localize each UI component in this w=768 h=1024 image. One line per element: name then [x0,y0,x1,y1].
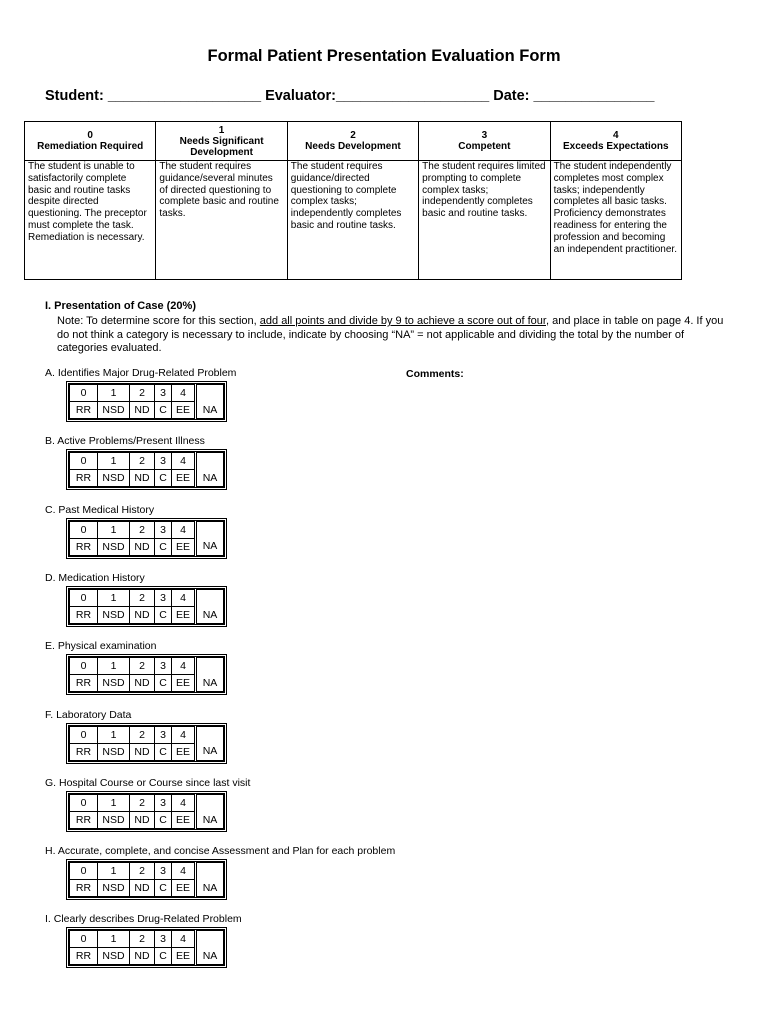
score-option-1[interactable]: 1 [98,726,130,743]
score-abbrev-ee[interactable]: EE [172,811,196,828]
score-abbrev-c[interactable]: C [155,948,172,965]
score-abbrev-c[interactable]: C [155,538,172,555]
rating-scale [66,859,227,900]
section-title: I. Presentation of Case (20%) [45,300,196,312]
rating-scale [66,586,227,627]
criterion-item [45,435,445,495]
rubric-description-3: The student requires limited prompting to complete complex tasks; independently completes basic and routine tasks. [419,161,550,280]
na-option-top[interactable] [196,658,224,675]
score-abbrev-nsd[interactable]: NSD [98,880,130,897]
score-abbrev-nd[interactable]: ND [130,675,155,692]
criterion-label: A. Identifies Major Drug-Related Problem [45,367,237,379]
criterion-label: B. Active Problems/Present Illness [45,435,205,448]
comments-label: Comments: [406,368,464,380]
score-abbrev-nsd[interactable]: NSD [98,402,130,419]
score-option-2[interactable]: 2 [130,863,155,880]
score-abbrev-rr[interactable]: RR [70,743,98,760]
score-option-4[interactable]: 4 [172,931,196,948]
score-abbrev-nd[interactable]: ND [130,811,155,828]
rubric-header-4: 4 Exceeds Expectations [550,122,681,161]
score-abbrev-c[interactable]: C [155,743,172,760]
rating-scale [66,381,227,422]
section-note: Note: To determine score for this section, add all points and divide by 9 to achieve a score out of four, and place in table on page 4. If you do not think a category is necessary to include, indicate by choosing “NA” = not applicable and dividing the total by the number of categories evaluated. [57,315,724,354]
score-abbrev-rr[interactable]: RR [70,880,98,897]
score-option-1[interactable]: 1 [98,658,130,675]
score-abbrev-ee[interactable]: EE [172,538,196,555]
score-option-3[interactable]: 3 [155,453,172,470]
score-option-1[interactable]: 1 [98,521,130,538]
score-abbrev-c[interactable]: C [155,880,172,897]
na-option[interactable]: NA [196,880,224,897]
criterion-item [45,640,445,700]
score-option-1[interactable]: 1 [98,589,130,606]
score-abbrev-nd[interactable]: ND [130,743,155,760]
criterion-label: G. Hospital Course or Course since last visit [45,776,251,789]
criterion-label: C. Past Medical History [45,503,155,516]
rubric-header-1: 1 Needs Significant Development [156,122,287,161]
score-option-0[interactable]: 0 [70,794,98,811]
na-option[interactable]: NA [196,948,224,965]
score-option-0[interactable]: 0 [70,931,98,948]
score-abbrev-rr[interactable]: RR [70,811,98,828]
score-option-4[interactable]: 4 [172,521,196,538]
score-option-3[interactable]: 3 [155,521,172,538]
rubric-description-4: The student independently completes most complex tasks; independently completes all basic tasks. Proficiency demonstrates readiness for entering the profession and becoming an independent practitioner. [550,161,681,280]
rubric-table [24,121,682,280]
criterion-label: D. Medication History [45,571,145,584]
criterion-item [45,504,445,564]
score-abbrev-rr[interactable]: RR [70,470,98,487]
criterion-item [45,709,445,769]
rating-scale [66,791,227,832]
score-abbrev-rr[interactable]: RR [70,606,98,623]
score-abbrev-rr[interactable]: RR [70,538,98,555]
score-abbrev-ee[interactable]: EE [172,402,196,419]
score-option-2[interactable]: 2 [130,931,155,948]
rubric-description-0: The student is unable to satisfactorily complete basic and routine tasks despite directed questioning. The preceptor must complete the task. Remediation is necessary. [25,161,156,280]
na-option-top[interactable] [196,726,224,743]
score-abbrev-rr[interactable]: RR [70,948,98,965]
rating-scale [66,449,227,490]
score-abbrev-nd[interactable]: ND [130,606,155,623]
score-abbrev-nsd[interactable]: NSD [98,470,130,487]
rating-scale [66,927,227,968]
na-option-top[interactable] [196,589,224,606]
score-abbrev-rr[interactable]: RR [70,402,98,419]
score-option-0[interactable]: 0 [70,453,98,470]
score-abbrev-ee[interactable]: EE [172,743,196,760]
score-abbrev-c[interactable]: C [155,675,172,692]
score-option-0[interactable]: 0 [70,863,98,880]
na-option[interactable]: NA [196,606,224,623]
score-option-3[interactable]: 3 [155,658,172,675]
score-abbrev-ee[interactable]: EE [172,606,196,623]
na-option-top[interactable] [196,931,224,948]
score-option-0[interactable]: 0 [70,589,98,606]
score-option-1[interactable]: 1 [98,453,130,470]
score-option-4[interactable]: 4 [172,658,196,675]
na-option[interactable]: NA [196,402,224,419]
score-abbrev-ee[interactable]: EE [172,470,196,487]
score-option-3[interactable]: 3 [155,589,172,606]
rating-scale [66,654,227,695]
score-option-3[interactable]: 3 [155,726,172,743]
criterion-label: E. Physical examination [45,640,157,653]
score-abbrev-nd[interactable]: ND [130,470,155,487]
na-option[interactable]: NA [196,675,224,692]
na-option-top[interactable] [196,794,224,811]
score-option-1[interactable]: 1 [98,931,130,948]
rating-scale [66,723,227,764]
score-option-2[interactable]: 2 [130,658,155,675]
score-abbrev-nd[interactable]: ND [130,538,155,555]
criterion-item [45,367,445,427]
score-option-2[interactable]: 2 [130,521,155,538]
criterion-item [45,913,445,973]
score-option-2[interactable]: 2 [130,453,155,470]
score-abbrev-nsd[interactable]: NSD [98,948,130,965]
na-option-top[interactable] [196,863,224,880]
score-option-2[interactable]: 2 [130,726,155,743]
score-abbrev-ee[interactable]: EE [172,880,196,897]
score-option-0[interactable]: 0 [70,658,98,675]
score-option-4[interactable]: 4 [172,863,196,880]
na-option-top[interactable] [196,521,224,538]
score-abbrev-c[interactable]: C [155,470,172,487]
score-abbrev-rr[interactable]: RR [70,675,98,692]
score-abbrev-nsd[interactable]: NSD [98,743,130,760]
score-option-3[interactable]: 3 [155,931,172,948]
score-abbrev-c[interactable]: C [155,811,172,828]
rating-scale [66,518,227,559]
score-option-1[interactable]: 1 [98,385,130,402]
rubric-header-3: 3 Competent [419,122,550,161]
score-option-2[interactable]: 2 [130,385,155,402]
score-option-0[interactable]: 0 [70,726,98,743]
score-option-3[interactable]: 3 [155,863,172,880]
na-option-top[interactable] [196,453,224,470]
score-option-1[interactable]: 1 [98,863,130,880]
score-option-2[interactable]: 2 [130,794,155,811]
score-option-0[interactable]: 0 [70,521,98,538]
criterion-label: F. Laboratory Data [45,708,132,721]
na-option[interactable]: NA [196,811,224,828]
rubric-header-0: 0 Remediation Required [25,122,156,161]
score-option-4[interactable]: 4 [172,453,196,470]
score-option-4[interactable]: 4 [172,794,196,811]
score-option-4[interactable]: 4 [172,726,196,743]
score-abbrev-nd[interactable]: ND [130,880,155,897]
score-option-0[interactable]: 0 [70,385,98,402]
score-abbrev-c[interactable]: C [155,402,172,419]
score-abbrev-nsd[interactable]: NSD [98,606,130,623]
rubric-description-2: The student requires guidance/directed questioning to complete complex tasks; independently completes basic and routine tasks. [287,161,418,280]
student-evaluator-date-line[interactable]: Student: ___________________ Evaluator:___________________ Date: _______________ [45,88,655,104]
score-option-2[interactable]: 2 [130,589,155,606]
criterion-item [45,777,445,837]
na-option[interactable]: NA [196,743,224,760]
score-abbrev-nsd[interactable]: NSD [98,811,130,828]
score-option-4[interactable]: 4 [172,385,196,402]
score-abbrev-nsd[interactable]: NSD [98,675,130,692]
score-option-1[interactable]: 1 [98,794,130,811]
score-abbrev-nd[interactable]: ND [130,948,155,965]
criterion-item [45,845,445,905]
na-option[interactable]: NA [196,538,224,555]
score-abbrev-c[interactable]: C [155,606,172,623]
criterion-label: I. Clearly describes Drug-Related Problem [45,913,242,926]
criterion-label: H. Accurate, complete, and concise Assessment and Plan for each problem [45,845,396,858]
score-abbrev-ee[interactable]: EE [172,948,196,965]
score-option-3[interactable]: 3 [155,794,172,811]
na-option-top[interactable] [196,385,224,402]
score-abbrev-nsd[interactable]: NSD [98,538,130,555]
form-title: Formal Patient Presentation Evaluation Form [207,47,561,65]
score-abbrev-ee[interactable]: EE [172,675,196,692]
na-option[interactable]: NA [196,470,224,487]
score-abbrev-nd[interactable]: ND [130,402,155,419]
rubric-header-2: 2 Needs Development [287,122,418,161]
rubric-description-1: The student requires guidance/several minutes of directed questioning to complete basic and routine tasks. [156,161,287,280]
score-option-4[interactable]: 4 [172,589,196,606]
criterion-item [45,572,445,632]
score-option-3[interactable]: 3 [155,385,172,402]
